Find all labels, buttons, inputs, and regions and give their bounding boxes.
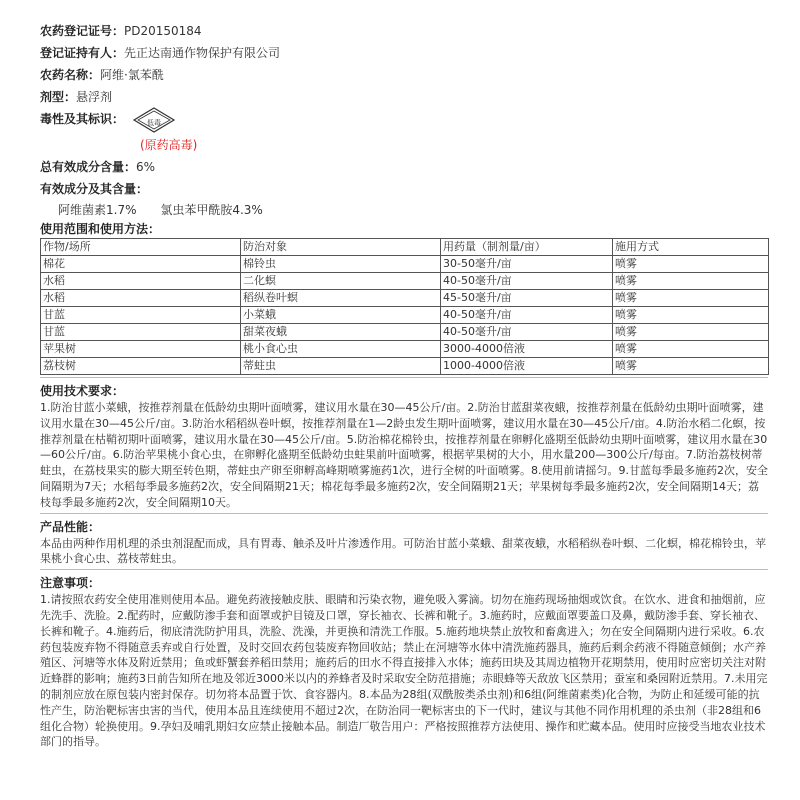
divider xyxy=(40,513,768,514)
table-cell: 蒂蛀虫 xyxy=(241,358,441,375)
registration-number-field xyxy=(40,20,768,42)
pesticide-name-value: 阿维·氯苯酰 xyxy=(100,68,164,82)
registration-number-value: PD20150184 xyxy=(124,24,202,38)
table-cell: 稻纵卷叶螟 xyxy=(241,290,441,307)
registrant-value: 先正达南通作物保护有限公司 xyxy=(124,46,281,60)
ingredients-field xyxy=(40,178,768,200)
tech-requirements-title: 使用技术要求： xyxy=(40,384,125,398)
table-row xyxy=(41,341,769,358)
pesticide-name-field xyxy=(40,64,768,86)
registrant-label: 登记证持有人： xyxy=(40,46,125,60)
table-cell: 二化螟 xyxy=(241,273,441,290)
table-cell: 水稻 xyxy=(41,290,241,307)
precautions-text: 1.请按照农药安全使用准则使用本品。避免药液接触皮肤、眼睛和污染衣物，避免吸入雾滴。切勿在施药现场抽烟或饮食。在饮水、进食和抽烟前，应先洗手、洗脸。2.配药时，应戴防渗手套和面罩或护目镜及口罩，穿长袖衣、长裤和靴子。3.施药时，应戴面罩要盖口及鼻，戴防渗手套、穿长袖衣、长裤和靴子。4.施药后，彻底清洗防护用具，洗脸、洗澡，并更换和清洗工作服。5.施药地块禁止放牧和畜禽进入；勿在安全间隔期内进行采收。6.农药包装废弃物不得随意丢弃或自行处置，及时交回农药包装废弃物回收站；禁止在河塘等水体中清洗施药器具，施药后剩余药液不得随意倾倒；水产养殖区、河塘等水体及附近禁用；鱼或虾蟹套养稻田禁用；施药后的田水不得直接排入水体；施药田块及其周边植物开花期禁用，使用时应密切关注对附近蜂群的影响；施药3日前告知所在地及邻近3000米以内的养蜂者及时采取安全防范措施；赤眼蜂等天敌放飞区禁用；蚕室和桑园附近禁用。7.未用完的制剂应放在原包装内密封保存。切勿将本品置于饮、食容器内。8.本品为28组(双酰胺类杀虫剂)和6组(阿维菌素类)化合物，为防止和延缓可能的抗性产生，防治靶标害虫害的当代，使用本品且连续使用不超过2次，在防治同一靶标害虫的下一代时，建议与其他不同作用机理的杀虫剂（非28组和6组化合物）轮换使用。9.孕妇及哺乳期妇女应禁止接触本品。制造厂敬告用户：严格按照推荐方法使用、操作和贮藏本品。使用时应接受当地农业技术部门的指导。 xyxy=(40,593,768,749)
table-cell: 甘蓝 xyxy=(41,307,241,324)
table-header-cell: 施用方式 xyxy=(613,239,769,256)
table-cell: 喷雾 xyxy=(613,256,769,273)
table-row xyxy=(41,324,769,341)
usage-label: 使用范围和使用方法： xyxy=(40,222,161,236)
table-cell: 3000-4000倍液 xyxy=(441,341,613,358)
table-row xyxy=(41,273,769,290)
precautions-title: 注意事项： xyxy=(40,576,101,591)
table-cell: 45-50毫升/亩 xyxy=(441,290,613,307)
table-cell: 苹果树 xyxy=(41,341,241,358)
pesticide-label-document xyxy=(40,20,768,750)
table-cell: 40-50毫升/亩 xyxy=(441,273,613,290)
divider xyxy=(40,377,768,378)
formulation-value: 悬浮剂 xyxy=(76,90,113,104)
total-content-field xyxy=(40,156,768,178)
divider xyxy=(40,569,768,570)
table-row xyxy=(41,290,769,307)
toxicity-label: 毒性及其标识： xyxy=(40,112,125,126)
pesticide-name-label: 农药名称： xyxy=(40,68,101,82)
usage-section xyxy=(40,220,768,238)
table-cell: 喷雾 xyxy=(613,324,769,341)
registration-number-label: 农药登记证号： xyxy=(40,24,125,38)
ingredient-item: 阿维菌素1.7% xyxy=(58,203,137,217)
total-content-value: 6% xyxy=(136,160,156,174)
table-cell: 40-50毫升/亩 xyxy=(441,324,613,341)
table-cell: 喷雾 xyxy=(613,358,769,375)
ingredient-item: 氯虫苯甲酰胺4.3% xyxy=(160,203,263,217)
table-header-row xyxy=(41,239,769,256)
ingredients-label: 有效成分及其含量： xyxy=(40,182,149,196)
table-header-cell: 防治对象 xyxy=(241,239,441,256)
low-toxicity-diamond-icon xyxy=(132,106,176,134)
table-cell: 荔枝树 xyxy=(41,358,241,375)
table-cell: 喷雾 xyxy=(613,273,769,290)
table-row xyxy=(41,358,769,375)
table-cell: 1000-4000倍液 xyxy=(441,358,613,375)
table-cell: 棉花 xyxy=(41,256,241,273)
table-cell: 喷雾 xyxy=(613,290,769,307)
ingredients-list xyxy=(58,200,768,220)
table-cell: 甜菜夜蛾 xyxy=(241,324,441,341)
table-cell: 40-50毫升/亩 xyxy=(441,307,613,324)
table-cell: 甘蓝 xyxy=(41,324,241,341)
table-cell: 水稻 xyxy=(41,273,241,290)
table-cell: 桃小食心虫 xyxy=(241,341,441,358)
performance-title: 产品性能： xyxy=(40,519,101,534)
table-cell: 小菜蛾 xyxy=(241,307,441,324)
registrant-field xyxy=(40,42,768,64)
table-header-cell: 用药量（制剂量/亩） xyxy=(441,239,613,256)
performance-text: 本品由两种作用机理的杀虫剂混配而成，具有胃毒、触杀及叶片渗透作用。可防治甘蓝小菜蛾、甜菜夜蛾，水稻稻纵卷叶螟、二化螟，棉花棉铃虫，苹果桃小食心虫、荔枝蒂蛀虫。 xyxy=(40,536,766,566)
table-cell: 喷雾 xyxy=(613,341,769,358)
toxicity-badge-text: 低毒 xyxy=(147,119,162,127)
table-row xyxy=(41,256,769,273)
table-header-cell: 作物/场所 xyxy=(41,239,241,256)
usage-table xyxy=(40,238,769,375)
toxicity-note: (原药高毒) xyxy=(140,138,198,152)
toxicity-field xyxy=(40,108,768,130)
tech-requirements-text: 1.防治甘蓝小菜蛾，按推荐剂量在低龄幼虫期叶面喷雾，建议用水量在30—45公斤/亩。2.防治甘蓝甜菜夜蛾，按推荐剂量在低龄幼虫期叶面喷雾，建议用水量在30—45公斤/亩。3.防治水稻稻纵卷叶螟，按推荐剂量在1—2龄虫发生期叶面喷雾，建议用水量在30—45公斤/亩。4.防治水稻二化螟，按推荐剂量在枯鞘初期叶面喷雾，建议用水量在30—45公斤/亩。5.防治棉花棉铃虫，按推荐剂量在卵孵化盛期至低龄幼虫期叶面喷雾，建议用水量在30—60公斤/亩。6.防治苹果桃小食心虫，在卵孵化盛期至低龄幼虫蛀果前叶面喷雾，根据苹果树的大小，用水量200—300公斤/每亩。7.防治荔枝树蒂蛀虫，在荔枝果实的膨大期至转色期，蒂蛀虫产卵至卵孵高峰期喷雾施药1次，进行全树的叶面喷雾。8.使用前请摇匀。9.甘蓝每季最多施药2次，安全间隔期为7天；水稻每季最多施药2次，安全间隔期21天；棉花每季最多施药2次，安全间隔期21天；苹果树每季最多施药2次，安全间隔期14天；荔枝每季最多施药2次，安全间隔期10天。 xyxy=(40,401,768,509)
table-row xyxy=(41,307,769,324)
formulation-label: 剂型： xyxy=(40,90,77,104)
table-cell: 棉铃虫 xyxy=(241,256,441,273)
table-cell: 30-50毫升/亩 xyxy=(441,256,613,273)
total-content-label: 总有效成分含量： xyxy=(40,160,137,174)
formulation-field xyxy=(40,86,768,108)
table-cell: 喷雾 xyxy=(613,307,769,324)
